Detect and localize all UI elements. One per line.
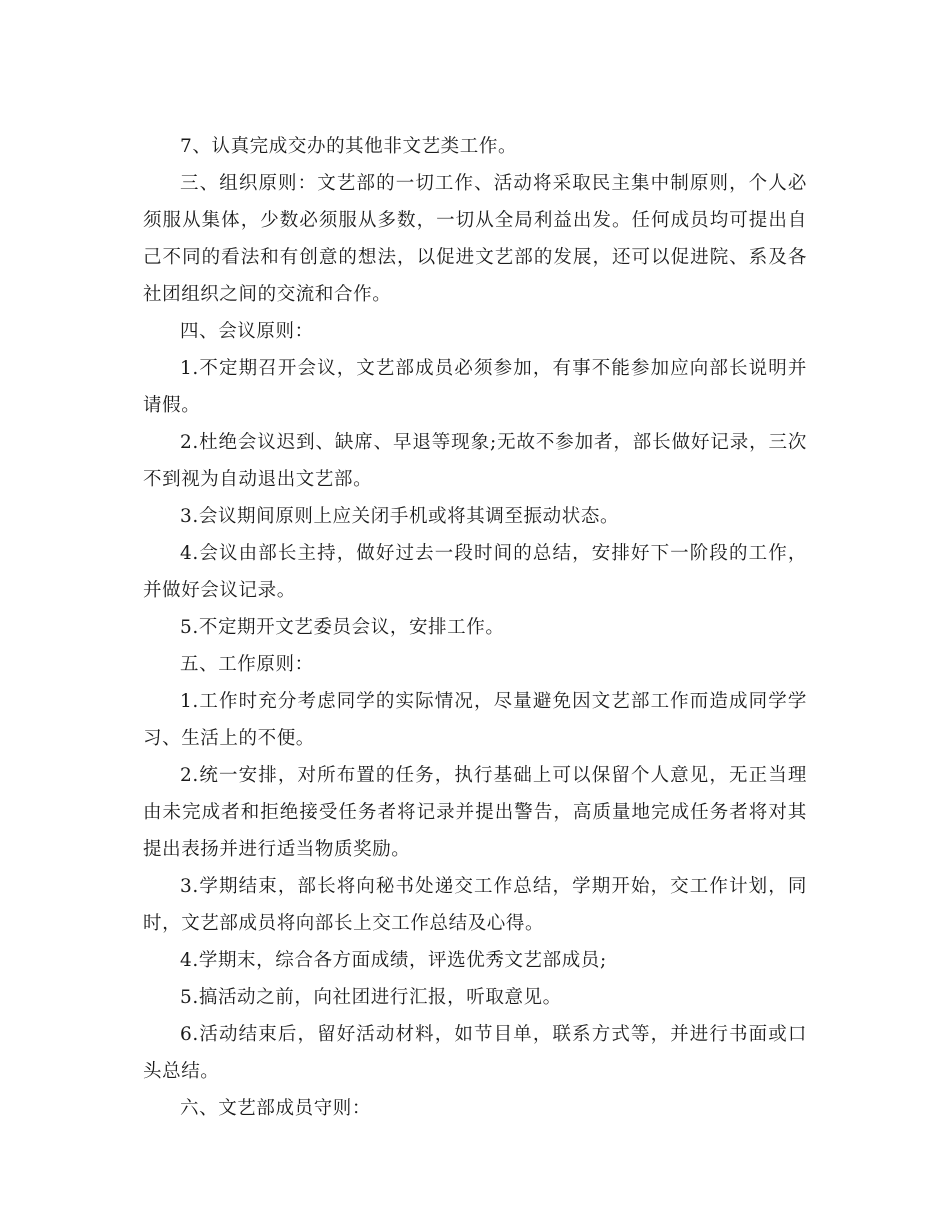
paragraph-item-7: 7、认真完成交办的其他非文艺类工作。 [180, 136, 518, 157]
paragraph-meeting-1: 1.不定期召开会议，文艺部成员必须参加，有事不能参加应向部长说明并请假。 [143, 358, 807, 416]
paragraph-work-1: 1.工作时充分考虑同学的实际情况，尽量避免因文艺部工作而造成同学学习、生活上的不便。 [143, 691, 807, 749]
heading-meeting-principle: 四、会议原则： [180, 321, 314, 342]
paragraph-work-2: 2.统一安排，对所布置的任务，执行基础上可以保留个人意见，无正当理由未完成者和拒绝接受任务者将记录并提出警告，高质量地完成任务者将对其提出表扬并进行适当物质奖励。 [143, 765, 807, 860]
document-body [143, 128, 807, 1127]
heading-member-rules: 六、文艺部成员守则： [180, 1098, 372, 1119]
paragraph-work-5: 5.搞活动之前，向社团进行汇报，听取意见。 [180, 987, 562, 1008]
paragraph-meeting-2: 2.杜绝会议迟到、缺席、早退等现象;无故不参加者，部长做好记录，三次不到视为自动退出文艺部。 [143, 432, 807, 490]
paragraph-organization-principle: 三、组织原则：文艺部的一切工作、活动将采取民主集中制原则，个人必须服从集体，少数必须服从多数，一切从全局利益出发。任何成员均可提出自己不同的看法和有创意的想法，以促进文艺部的发展，还可以促进院、系及各社团组织之间的交流和合作。 [143, 173, 807, 305]
paragraph-work-4: 4.学期末，综合各方面成绩，评选优秀文艺部成员; [180, 950, 607, 971]
heading-work-principle: 五、工作原则： [180, 654, 314, 675]
paragraph-meeting-5: 5.不定期开文艺委员会议，安排工作。 [180, 617, 505, 638]
paragraph-meeting-3: 3.会议期间原则上应关闭手机或将其调至振动状态。 [180, 506, 620, 527]
paragraph-meeting-4: 4.会议由部长主持，做好过去一段时间的总结，安排好下一阶段的工作，并做好会议记录。 [143, 543, 807, 601]
paragraph-work-6: 6.活动结束后，留好活动材料，如节目单，联系方式等，并进行书面或口头总结。 [143, 1024, 807, 1082]
paragraph-work-3: 3.学期结束，部长将向秘书处递交工作总结，学期开始，交工作计划，同时，文艺部成员将向部长上交工作总结及心得。 [143, 876, 807, 934]
